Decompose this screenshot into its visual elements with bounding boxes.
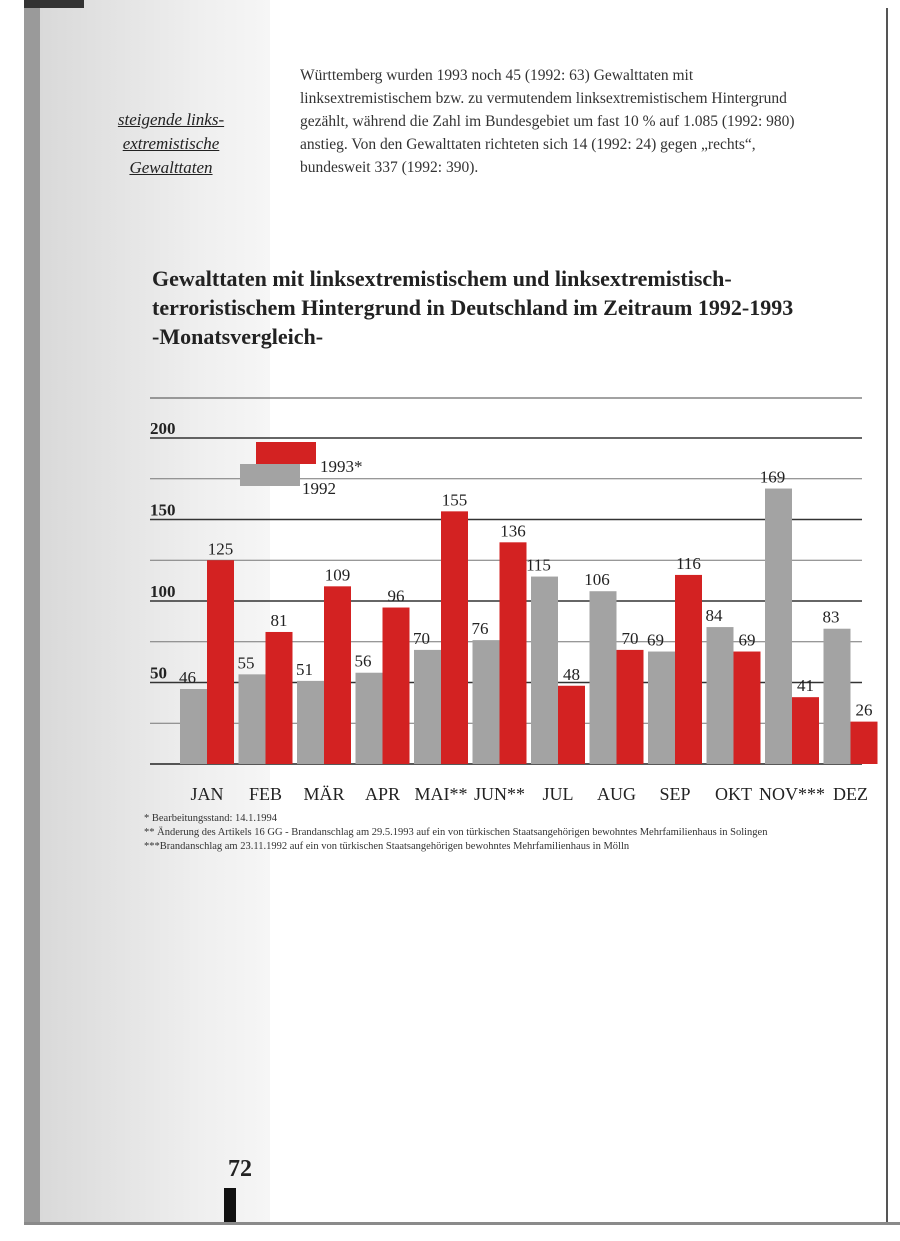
data-label: 41	[797, 676, 814, 696]
x-tick-label: MÄR	[303, 784, 345, 804]
data-label: 46	[179, 668, 196, 688]
bar-red	[558, 686, 585, 764]
bar-red	[675, 575, 702, 764]
data-label: 136	[500, 521, 526, 541]
x-tick-label: OKT	[715, 784, 752, 804]
legend-label: 1992	[302, 479, 336, 498]
data-label: 116	[676, 553, 701, 573]
x-tick-label: DEZ	[833, 784, 868, 804]
data-label: 69	[738, 630, 756, 650]
footnote: ** Änderung des Artikels 16 GG - Brandanschlag am 29.5.1993 auf ein von türkischen Staatsangehörigen bewohntes Mehrfamilienhaus in Solingen	[144, 827, 768, 838]
bar-gray	[765, 489, 792, 764]
bar-red	[266, 632, 293, 764]
legend-label: 1993*	[320, 457, 363, 476]
left-binding-strip	[24, 0, 40, 1225]
bar-red	[207, 560, 234, 764]
bar-gray	[590, 591, 617, 764]
bar-red	[500, 542, 527, 764]
bar-gray	[707, 627, 734, 764]
x-tick-label: FEB	[248, 784, 283, 804]
data-label: 115	[526, 555, 551, 575]
margin-note	[96, 108, 246, 180]
bar-chart	[140, 390, 873, 810]
bar-gray	[531, 577, 558, 764]
footnote: * Bearbeitungsstand: 14.1.1994	[144, 813, 277, 824]
bar-red	[441, 511, 468, 764]
bar-gray	[239, 674, 266, 764]
x-tick-label: JUN**	[473, 784, 526, 804]
margin-note-line: Gewalttaten	[129, 158, 213, 177]
x-tick-label: SEP	[659, 784, 691, 804]
bar-gray	[648, 652, 675, 764]
data-label: 56	[354, 651, 372, 671]
bar-red	[324, 586, 351, 764]
bar-red	[734, 652, 761, 764]
page-number-mark	[224, 1188, 236, 1222]
bar-gray	[180, 689, 207, 764]
legend-swatch-red	[256, 442, 316, 464]
top-rule	[24, 0, 84, 8]
body-paragraph: Württemberg wurden 1993 noch 45 (1992: 63) Gewalttaten mit linksextremistischem bzw. zu vermutendem linksextremistischem Hintergrund gezählt, während die Zahl im Bundesgebiet um fast 10 % auf 1.085 (1992: 980) anstieg. Von den Gewalttaten richteten sich 14 (1992: 24) gegen „rechts“, bundesweit 337 (1992: 390).	[300, 67, 795, 176]
data-label: 81	[270, 610, 288, 630]
data-label: 48	[563, 664, 580, 684]
bar-gray	[414, 650, 441, 764]
x-tick-label: MAI**	[414, 784, 468, 804]
chart-title	[152, 264, 832, 351]
bar-red	[792, 697, 819, 764]
data-label: 51	[296, 659, 313, 679]
chart-title-line: -Monatsvergleich-	[152, 324, 324, 349]
bottom-edge	[24, 1222, 900, 1225]
data-label: 83	[822, 607, 840, 627]
y-tick-label: 200	[150, 419, 176, 438]
data-label: 109	[324, 565, 351, 585]
x-tick-label: AUG	[597, 784, 636, 804]
legend-swatch-gray	[240, 464, 300, 486]
y-tick-label: 50	[150, 663, 167, 683]
bar-gray	[473, 640, 500, 764]
data-label: 76	[471, 619, 489, 639]
y-tick-label: 100	[150, 582, 176, 601]
data-label: 70	[413, 628, 430, 648]
y-tick-label: 150	[150, 500, 176, 520]
data-label: 169	[759, 467, 786, 487]
margin-note-line: extremistische	[122, 134, 220, 153]
right-edge-rule	[886, 8, 888, 1223]
chart-title-line: Gewalttaten mit linksextremistischem und linksextremistisch-	[152, 266, 732, 291]
bar-gray	[356, 673, 383, 764]
data-label: 96	[387, 586, 405, 606]
data-label: 55	[237, 653, 255, 673]
data-label: 70	[621, 628, 639, 648]
footnote: ***Brandanschlag am 23.11.1992 auf ein von türkischen Staatsangehörigen bewohntes Mehrfamilienhaus in Mölln	[144, 841, 630, 852]
data-label: 155	[441, 490, 468, 510]
x-tick-label: JAN	[190, 784, 224, 804]
bar-red	[617, 650, 644, 764]
chart-title-line: terroristischem Hintergrund in Deutschland im Zeitraum 1992-1993	[152, 295, 794, 320]
bar-gray	[824, 629, 851, 764]
margin-note-line: steigende links-	[117, 110, 225, 129]
x-tick-label: JUL	[542, 784, 574, 804]
data-label: 26	[855, 700, 873, 720]
x-tick-label: APR	[364, 784, 401, 804]
x-tick-label: NOV***	[759, 784, 825, 804]
data-label: 69	[647, 630, 664, 650]
footnotes	[140, 812, 860, 854]
bar-red	[851, 722, 878, 764]
data-label: 106	[584, 570, 610, 590]
data-label: 84	[705, 606, 723, 626]
page-number: 72	[228, 1156, 252, 1182]
bar-gray	[297, 681, 324, 764]
data-label: 125	[207, 539, 234, 559]
bar-red	[383, 608, 410, 764]
